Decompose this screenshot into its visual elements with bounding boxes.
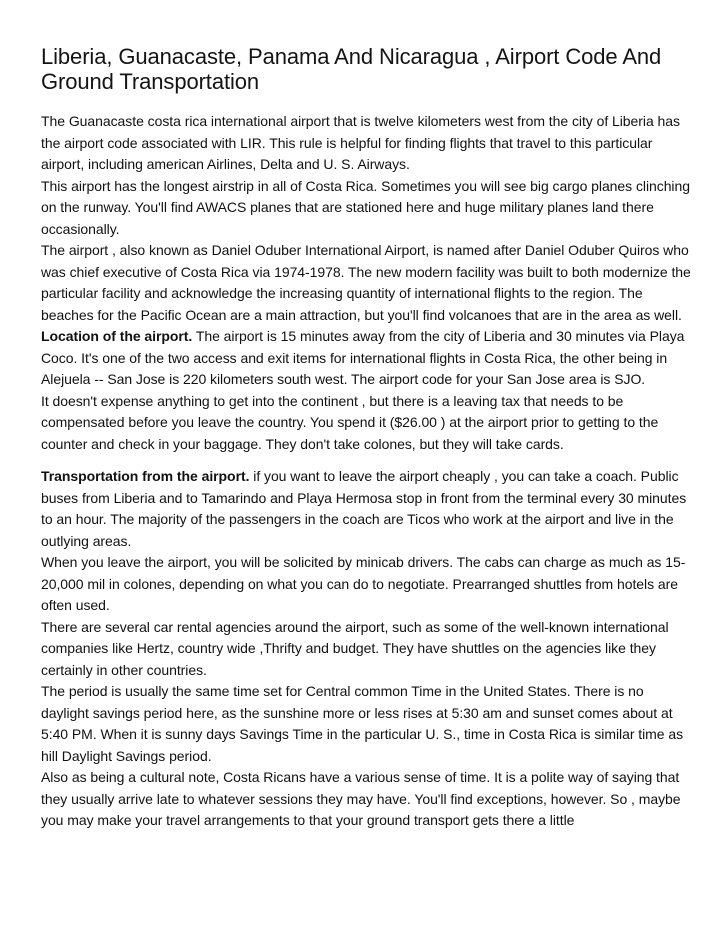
paragraph bbox=[41, 111, 691, 176]
paragraph bbox=[41, 681, 691, 767]
section-heading-transportation: Transportation from the airport. bbox=[41, 468, 250, 484]
paragraph-text: The airport is 15 minutes away from the city of Liberia and 30 minutes via Playa Coco. It's one of the two access and exit items for international flights in Costa Rica, the other being in Alejuela -- San Jose is 220 kilometers south west. The airport code for your San Jose area is SJO. bbox=[41, 328, 685, 387]
document-title: Liberia, Guanacaste, Panama And Nicaragua , Airport Code And Ground Transportation bbox=[41, 44, 662, 94]
paragraph-text: if you want to leave the airport cheaply , you can take a coach. Public buses from Liberia and to Tamarindo and Playa Hermosa stop in front from the terminal every 30 minutes to an hour. The majority of the passengers in the coach are Ticos who work at the airport and live in the outlying areas. bbox=[41, 468, 687, 549]
paragraph-text: There are several car rental agencies around the airport, such as some of the well-known international companies like Hertz, country wide ,Thrifty and budget. They have shuttles on the agencies like they certainly in other countries. bbox=[41, 618, 669, 678]
paragraph-text: The airport , also known as Daniel Oduber International Airport, is named after Daniel Oduber Quiros who was chief executive of Costa Rica via 1974-1978. The new modern facility was built to both modernize the particular facility and acknowledge the increasing quantity of international flights to the region. The beaches for the Pacific Ocean are a main attraction, but you'll find volcanoes that are in the area as well. bbox=[41, 242, 691, 323]
paragraph bbox=[41, 767, 691, 832]
document-body bbox=[41, 111, 691, 832]
paragraph-text: The period is usually the same time set for Central common Time in the United States. There is no daylight savings period here, as the sunshine more or less rises at 5:30 am and sunset comes about at 5:40 PM. When it is sunny days Savings Time in the particular U. S., time in Costa Rica is similar time as hill Daylight Savings period. bbox=[41, 683, 684, 764]
paragraph bbox=[41, 240, 691, 326]
paragraph bbox=[41, 391, 691, 456]
document-page bbox=[41, 44, 691, 832]
paragraph-text: When you leave the airport, you will be solicited by minicab drivers. The cabs can charge as much as 15-20,000 mil in colones, depending on what you can do to negotiate. Prearranged shuttles from hotels are often used. bbox=[41, 554, 686, 613]
paragraph bbox=[41, 466, 691, 552]
paragraph-text: This airport has the longest airstrip in all of Costa Rica. Sometimes you will see big cargo planes clinching on the runway. You'll find AWACS planes that are stationed here and huge military planes land there occasionally. bbox=[41, 177, 690, 237]
paragraph bbox=[41, 326, 691, 391]
paragraph bbox=[41, 176, 691, 241]
paragraph-text: It doesn't expense anything to get into the continent , but there is a leaving tax that needs to be compensated before you leave the country. You spend it ($26.00 ) at the airport prior to getting to the counter and check in your baggage. They don't take colones, but they will take cards. bbox=[41, 392, 659, 452]
section-heading-location: Location of the airport. bbox=[41, 328, 193, 344]
paragraph-text: Also as being a cultural note, Costa Ricans have a various sense of time. It is a polite way of saying that they usually arrive late to whatever sessions they may have. You'll find exceptions, however. So , maybe you may make your travel arrangements to that your ground transport gets there a little bbox=[41, 769, 681, 828]
paragraph bbox=[41, 617, 691, 682]
paragraph bbox=[41, 552, 691, 617]
paragraph-text: The Guanacaste costa rica international airport that is twelve kilometers west from the city of Liberia has the airport code associated with LIR. This rule is helpful for finding flights that travel to this particular airport, including american Airlines, Delta and U. S. Airways. bbox=[41, 113, 680, 172]
